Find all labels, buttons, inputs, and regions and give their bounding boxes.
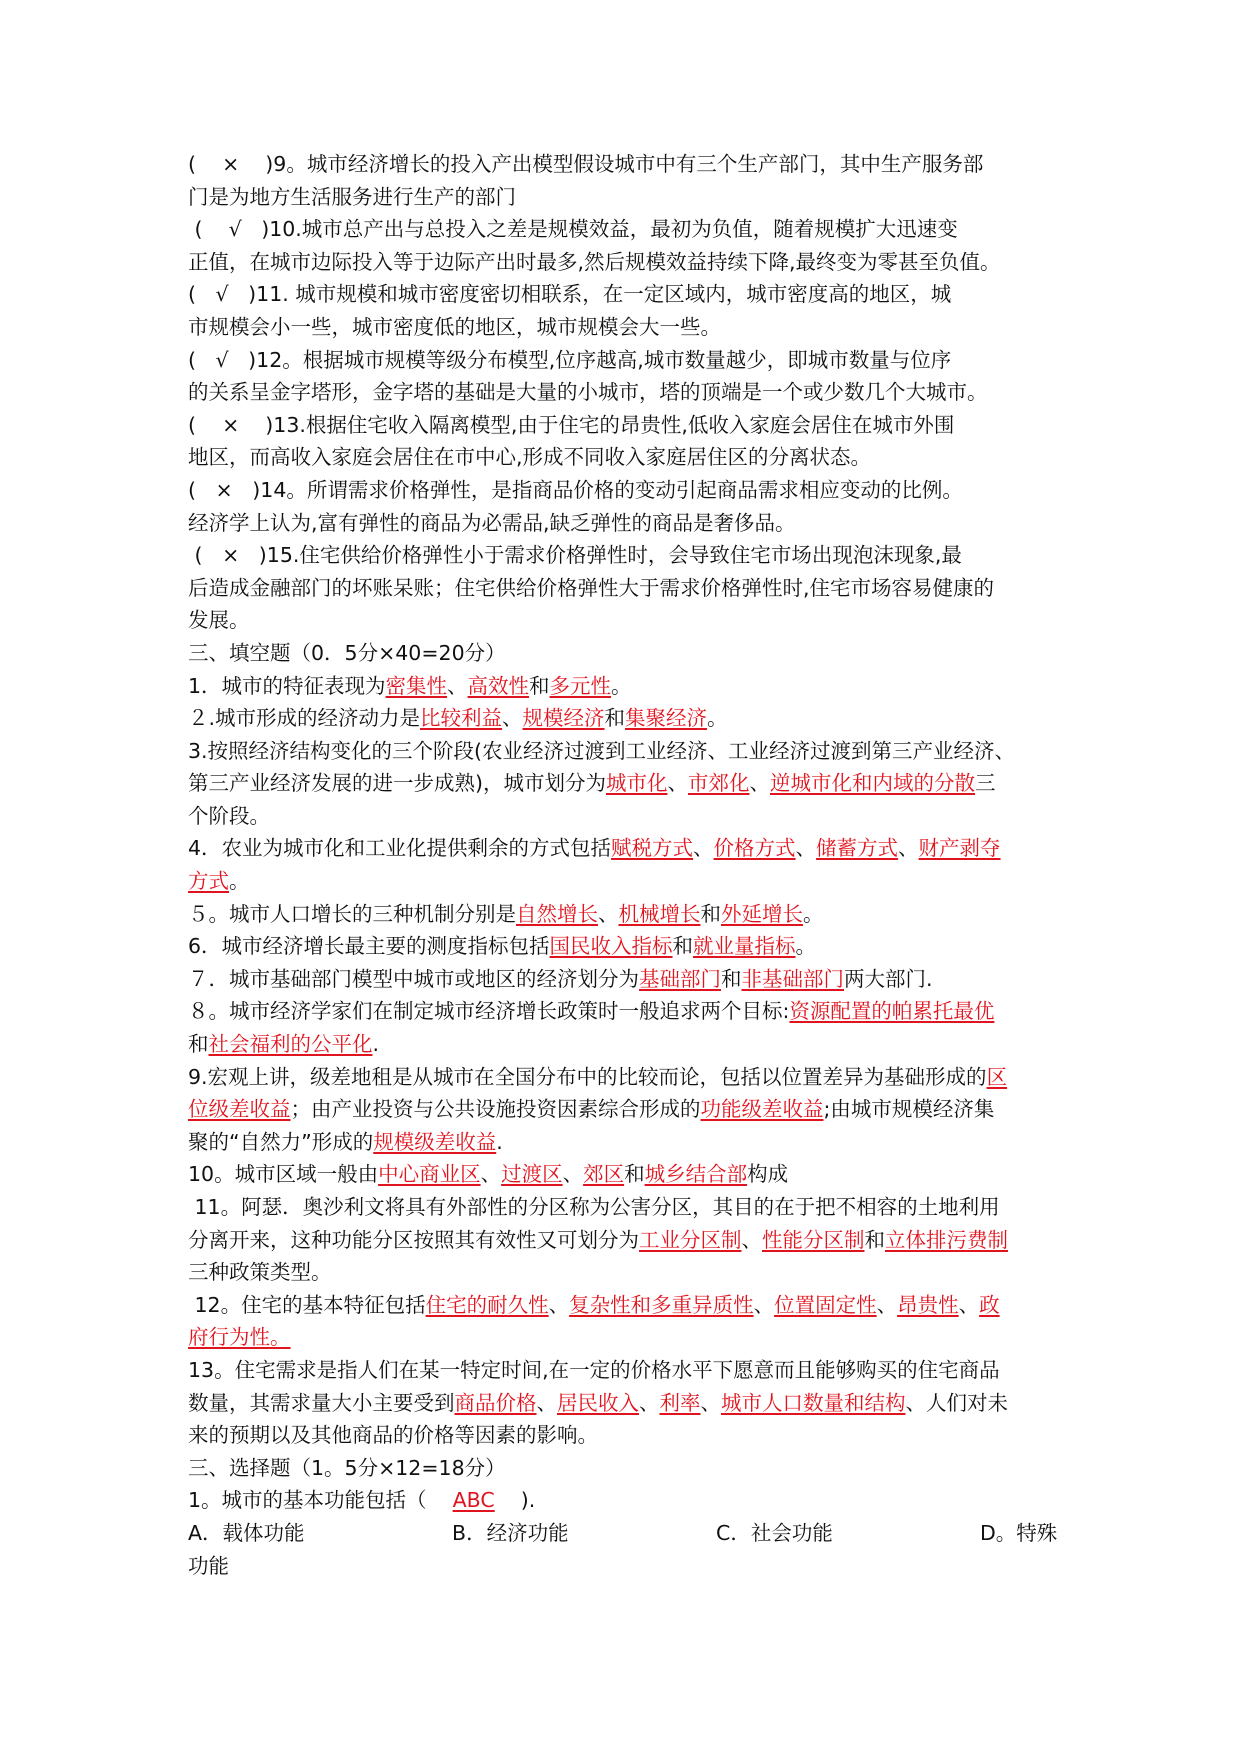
question-text: 3.按照经济结构变化的三个阶段(农业经济过渡到工业经济、工业经济过渡到第三产业经济、 — [188, 738, 1016, 763]
question-text: 12。住宅的基本特征包括 — [188, 1292, 426, 1317]
answer-blank: 多元性 — [549, 673, 612, 698]
answer-blank: ABC — [452, 1488, 495, 1513]
judge-line: 发展。 — [188, 608, 250, 633]
question-text: 。 — [803, 901, 824, 926]
answer-blank: 商品价格 — [454, 1390, 537, 1415]
answer-blank: 非基础部门 — [741, 966, 844, 991]
answer-blank: 规模经济 — [522, 706, 605, 731]
answer-blank: 府行为性。 — [188, 1325, 291, 1350]
answer-blank: 自然增长 — [516, 901, 598, 926]
answer-blank: 方式 — [188, 869, 229, 894]
answer-blank: 居民收入 — [557, 1390, 639, 1415]
judge-line: 地区，而高收入家庭会居住在市中心,形成不同收入家庭居住区的分离状态。 — [188, 445, 872, 470]
judge-line: 经济学上认为,富有弹性的商品为必需品,缺乏弹性的商品是奢侈品。 — [188, 510, 796, 535]
fill-item — [188, 1289, 1068, 1354]
question-text: 和 — [864, 1227, 885, 1252]
answer-blank: 功能级差收益 — [700, 1097, 824, 1122]
question-text: 1．城市的特征表现为 — [188, 673, 386, 698]
fill-line — [188, 735, 1068, 768]
answer-blank: 密集性 — [385, 673, 448, 698]
fill-line — [188, 995, 1068, 1028]
answer-blank: 位置固定性 — [774, 1292, 877, 1317]
question-text: 构成 — [747, 1162, 789, 1187]
option-a: A．载体功能 — [188, 1520, 305, 1545]
question-text: 和 — [700, 901, 721, 926]
judge-item — [188, 213, 1068, 278]
judge-item — [188, 474, 1068, 539]
fill-line — [188, 832, 1068, 865]
question-text: 、人们对未 — [905, 1390, 1008, 1415]
question-text: . — [496, 1129, 503, 1154]
option-c: C．社会功能 — [716, 1520, 833, 1545]
question-text: ２.城市形成的经济动力是 — [188, 706, 421, 731]
answer-blank: 储蓄方式 — [816, 836, 899, 861]
judge-line: ( √ )10.城市总产出与总投入之差是规模效益，最初为负值，随着规模扩大迅速变 — [188, 217, 958, 242]
fill-line — [188, 1387, 1068, 1420]
fill-line — [188, 963, 1068, 996]
answer-blank: 规模级差收益 — [373, 1129, 497, 1154]
question-text: 两大部门. — [844, 966, 933, 991]
answer-blank: 区 — [986, 1064, 1008, 1089]
question-text: ；由产业投资与公共设施投资因素综合形成的 — [290, 1097, 701, 1122]
answer-blank: 就业量指标 — [693, 934, 796, 959]
question-text: ;由城市规模经济集 — [823, 1097, 995, 1122]
judge-item — [188, 409, 1068, 474]
fill-line — [188, 865, 1068, 898]
question-text: . — [372, 1032, 380, 1057]
answer-blank: 赋税方式 — [611, 836, 694, 861]
answer-blank: 财产剥夺 — [918, 836, 1001, 861]
question-text: 。 — [795, 934, 817, 959]
option-d: D。特殊 — [980, 1520, 1058, 1545]
fill-line — [188, 1028, 1068, 1061]
answer-blank: 比较利益 — [420, 706, 503, 731]
answer-blank: 工业分区制 — [639, 1227, 742, 1252]
question-text: 和 — [721, 966, 742, 991]
option-b: B．经济功能 — [452, 1520, 569, 1545]
fill-item — [188, 963, 1068, 996]
question-text: 和 — [624, 1162, 645, 1187]
question-text: 、 — [447, 673, 468, 698]
judge-line: ( √ )11. 城市规模和城市密度密切相联系，在一定区域内，城市密度高的地区，城 — [188, 282, 952, 307]
fill-heading: 三、填空题（0．5分×40=20分） — [188, 640, 506, 665]
question-text: 第三产业经济发展的进一步成熟)，城市划分为 — [188, 771, 606, 796]
fill-section — [188, 670, 1068, 1452]
question-text: 、 — [753, 1292, 775, 1317]
fill-line — [188, 1093, 1068, 1126]
judge-line: ( √ )12。根据城市规模等级分布模型,位序越高,城市数量越少，即城市数量与位序 — [188, 347, 952, 372]
question-text: 9.宏观上讲，级差地租是从城市在全国分布中的比较而论，包括以位置差异为基础形成的 — [188, 1064, 987, 1089]
question-text: 13。住宅需求是指人们在某一特定时间,在一定的价格水平下愿意而且能够购买的住宅商品 — [188, 1357, 1000, 1382]
fill-item — [188, 702, 1068, 735]
judge-item — [188, 344, 1068, 409]
fill-line — [188, 767, 1068, 800]
fill-line — [188, 1419, 1068, 1452]
fill-item — [188, 832, 1068, 897]
fill-line — [188, 1256, 1068, 1289]
question-text: 。 — [611, 673, 632, 698]
question-text: 10。城市区域一般由 — [188, 1162, 379, 1187]
fill-item — [188, 995, 1068, 1060]
fill-line — [188, 1061, 1068, 1094]
question-text: 4．农业为城市化和工业化提供剩余的方式包括 — [188, 836, 612, 861]
answer-blank: 资源配置的帕累托最优 — [789, 999, 995, 1024]
answer-blank: 过渡区 — [501, 1162, 563, 1187]
answer-blank: 郊区 — [583, 1162, 625, 1187]
question-text: 、 — [876, 1292, 898, 1317]
question-text: 、 — [502, 706, 523, 731]
fill-item — [188, 735, 1068, 833]
fill-item — [188, 1061, 1068, 1159]
question-text: 、 — [741, 1227, 762, 1252]
option-d-wrap: 功能 — [188, 1553, 229, 1578]
fill-line — [188, 930, 1068, 963]
fill-item — [188, 1354, 1068, 1452]
question-text: ８。城市经济学家们在制定城市经济增长政策时一般追求两个目标: — [188, 999, 790, 1024]
fill-line — [188, 1321, 1068, 1354]
question-text: 分离开来，这种功能分区按照其有效性又可划分为 — [188, 1227, 639, 1252]
answer-blank: 国民收入指标 — [549, 934, 673, 959]
judge-line: 后造成金融部门的坏账呆账；住宅供给价格弹性大于需求价格弹性时,住宅市场容易健康的 — [188, 575, 995, 600]
fill-line — [188, 1354, 1068, 1387]
question-text: 聚的“自然力”形成的 — [188, 1129, 374, 1154]
judge-line: 市规模会小一些，城市密度低的地区，城市规模会大一些。 — [188, 314, 721, 339]
fill-line — [188, 1191, 1068, 1224]
question-text: 和 — [604, 706, 626, 731]
judge-line: 门是为地方生活服务进行生产的部门 — [188, 184, 516, 209]
answer-blank: 外延增长 — [721, 901, 803, 926]
judge-line: 正值，在城市边际投入等于边际产出时最多,然后规模效益持续下降,最终变为零甚至负值。 — [188, 249, 1001, 274]
question-text: 、 — [598, 901, 619, 926]
question-text: 、 — [639, 1390, 660, 1415]
fill-item — [188, 1191, 1068, 1289]
judge-line: ( × )9。城市经济增长的投入产出模型假设城市中有三个生产部门，其中生产服务部 — [188, 152, 984, 176]
judge-line: ( × )15.住宅供给价格弹性小于需求价格弹性时，会导致住宅市场出现泡沫现象,最 — [188, 543, 962, 568]
question-text: 、 — [693, 836, 714, 861]
answer-blank: 集聚经济 — [625, 706, 708, 731]
judge-section — [188, 148, 1068, 637]
answer-blank: 住宅的耐久性 — [425, 1292, 549, 1317]
choice-question — [188, 1484, 1068, 1517]
judge-item — [188, 148, 1068, 213]
question-text: 、 — [667, 771, 688, 796]
judge-item — [188, 278, 1068, 343]
answer-blank: 社会福利的公平化 — [208, 1032, 373, 1057]
fill-line — [188, 898, 1068, 931]
question-text: 11。阿瑟．奥沙利文将具有外部性的分区称为公害分区，其目的在于把不相容的土地利用 — [188, 1195, 1000, 1219]
question-text: 、 — [749, 771, 770, 796]
question-text: 、 — [958, 1292, 980, 1317]
exam-page — [188, 148, 1068, 1582]
judge-line: ( × )13.根据住宅收入隔离模型,由于住宅的昂贵性,低收入家庭会居住在城市外围 — [188, 412, 955, 437]
choice-options — [188, 1517, 1068, 1550]
question-text: 、 — [898, 836, 919, 861]
answer-blank: 市郊化 — [688, 771, 750, 796]
question-text: 、 — [480, 1162, 502, 1187]
question-text: ５。城市人口增长的三种机制分别是 — [188, 901, 516, 926]
answer-blank: 利率 — [659, 1390, 701, 1415]
answer-blank: 昂贵性 — [897, 1292, 959, 1317]
judge-item — [188, 539, 1068, 637]
question-text: 、 — [536, 1390, 557, 1415]
question-text: 和 — [529, 673, 550, 698]
judge-line: 的关系呈金字塔形，金字塔的基础是大量的小城市，塔的顶端是一个或少数几个大城市。 — [188, 380, 988, 405]
fill-item — [188, 930, 1068, 963]
answer-blank: 逆城市化和内域的分散 — [770, 771, 975, 796]
question-text: 、 — [548, 1292, 570, 1317]
question-text: 、 — [562, 1162, 584, 1187]
question-text: 。 — [229, 869, 250, 894]
question-text: 6．城市经济增长最主要的测度指标包括 — [188, 934, 550, 959]
question-text: ). — [494, 1488, 536, 1513]
question-text: 数量，其需求量大小主要受到 — [188, 1390, 455, 1415]
question-text: 1。城市的基本功能包括（ — [188, 1488, 453, 1513]
answer-blank: 立体排污费制 — [885, 1227, 1008, 1252]
answer-blank: 位级差收益 — [188, 1097, 291, 1122]
answer-blank: 价格方式 — [713, 836, 796, 861]
fill-line — [188, 1224, 1068, 1257]
fill-item — [188, 670, 1068, 703]
question-text: 三 — [975, 771, 996, 796]
question-text: 和 — [672, 934, 694, 959]
answer-blank: 城乡结合部 — [644, 1162, 748, 1187]
fill-item — [188, 1158, 1068, 1191]
judge-line: ( × )14。所谓需求价格弹性，是指商品价格的变动引起商品需求相应变动的比例。 — [188, 477, 963, 502]
answer-blank: 机械增长 — [618, 901, 701, 926]
fill-line — [188, 670, 1068, 703]
answer-blank: 中心商业区 — [378, 1162, 481, 1187]
choice-heading: 三、选择题（1。5分×12=18分） — [188, 1455, 506, 1480]
question-text: 。 — [707, 706, 728, 731]
question-text: ７．城市基础部门模型中城市或地区的经济划分为 — [188, 966, 639, 991]
question-text: 三种政策类型。 — [188, 1260, 332, 1285]
answer-blank: 城市人口数量和结构 — [721, 1390, 906, 1415]
fill-line — [188, 702, 1068, 735]
fill-line — [188, 1158, 1068, 1191]
answer-blank: 复杂性和多重异质性 — [569, 1292, 754, 1317]
answer-blank: 基础部门 — [639, 966, 721, 991]
answer-blank: 城市化 — [606, 771, 668, 796]
fill-item — [188, 898, 1068, 931]
answer-blank: 政 — [979, 1292, 1000, 1317]
answer-blank: 性能分区制 — [762, 1227, 865, 1252]
question-text: 、 — [700, 1390, 721, 1415]
fill-line — [188, 800, 1068, 833]
answer-blank: 高效性 — [467, 673, 530, 698]
fill-line — [188, 1289, 1068, 1322]
question-text: 和 — [188, 1032, 209, 1057]
fill-line — [188, 1126, 1068, 1159]
question-text: 个阶段。 — [188, 803, 270, 828]
question-text: 来的预期以及其他商品的价格等因素的影响。 — [188, 1423, 598, 1448]
question-text: 、 — [795, 836, 817, 861]
